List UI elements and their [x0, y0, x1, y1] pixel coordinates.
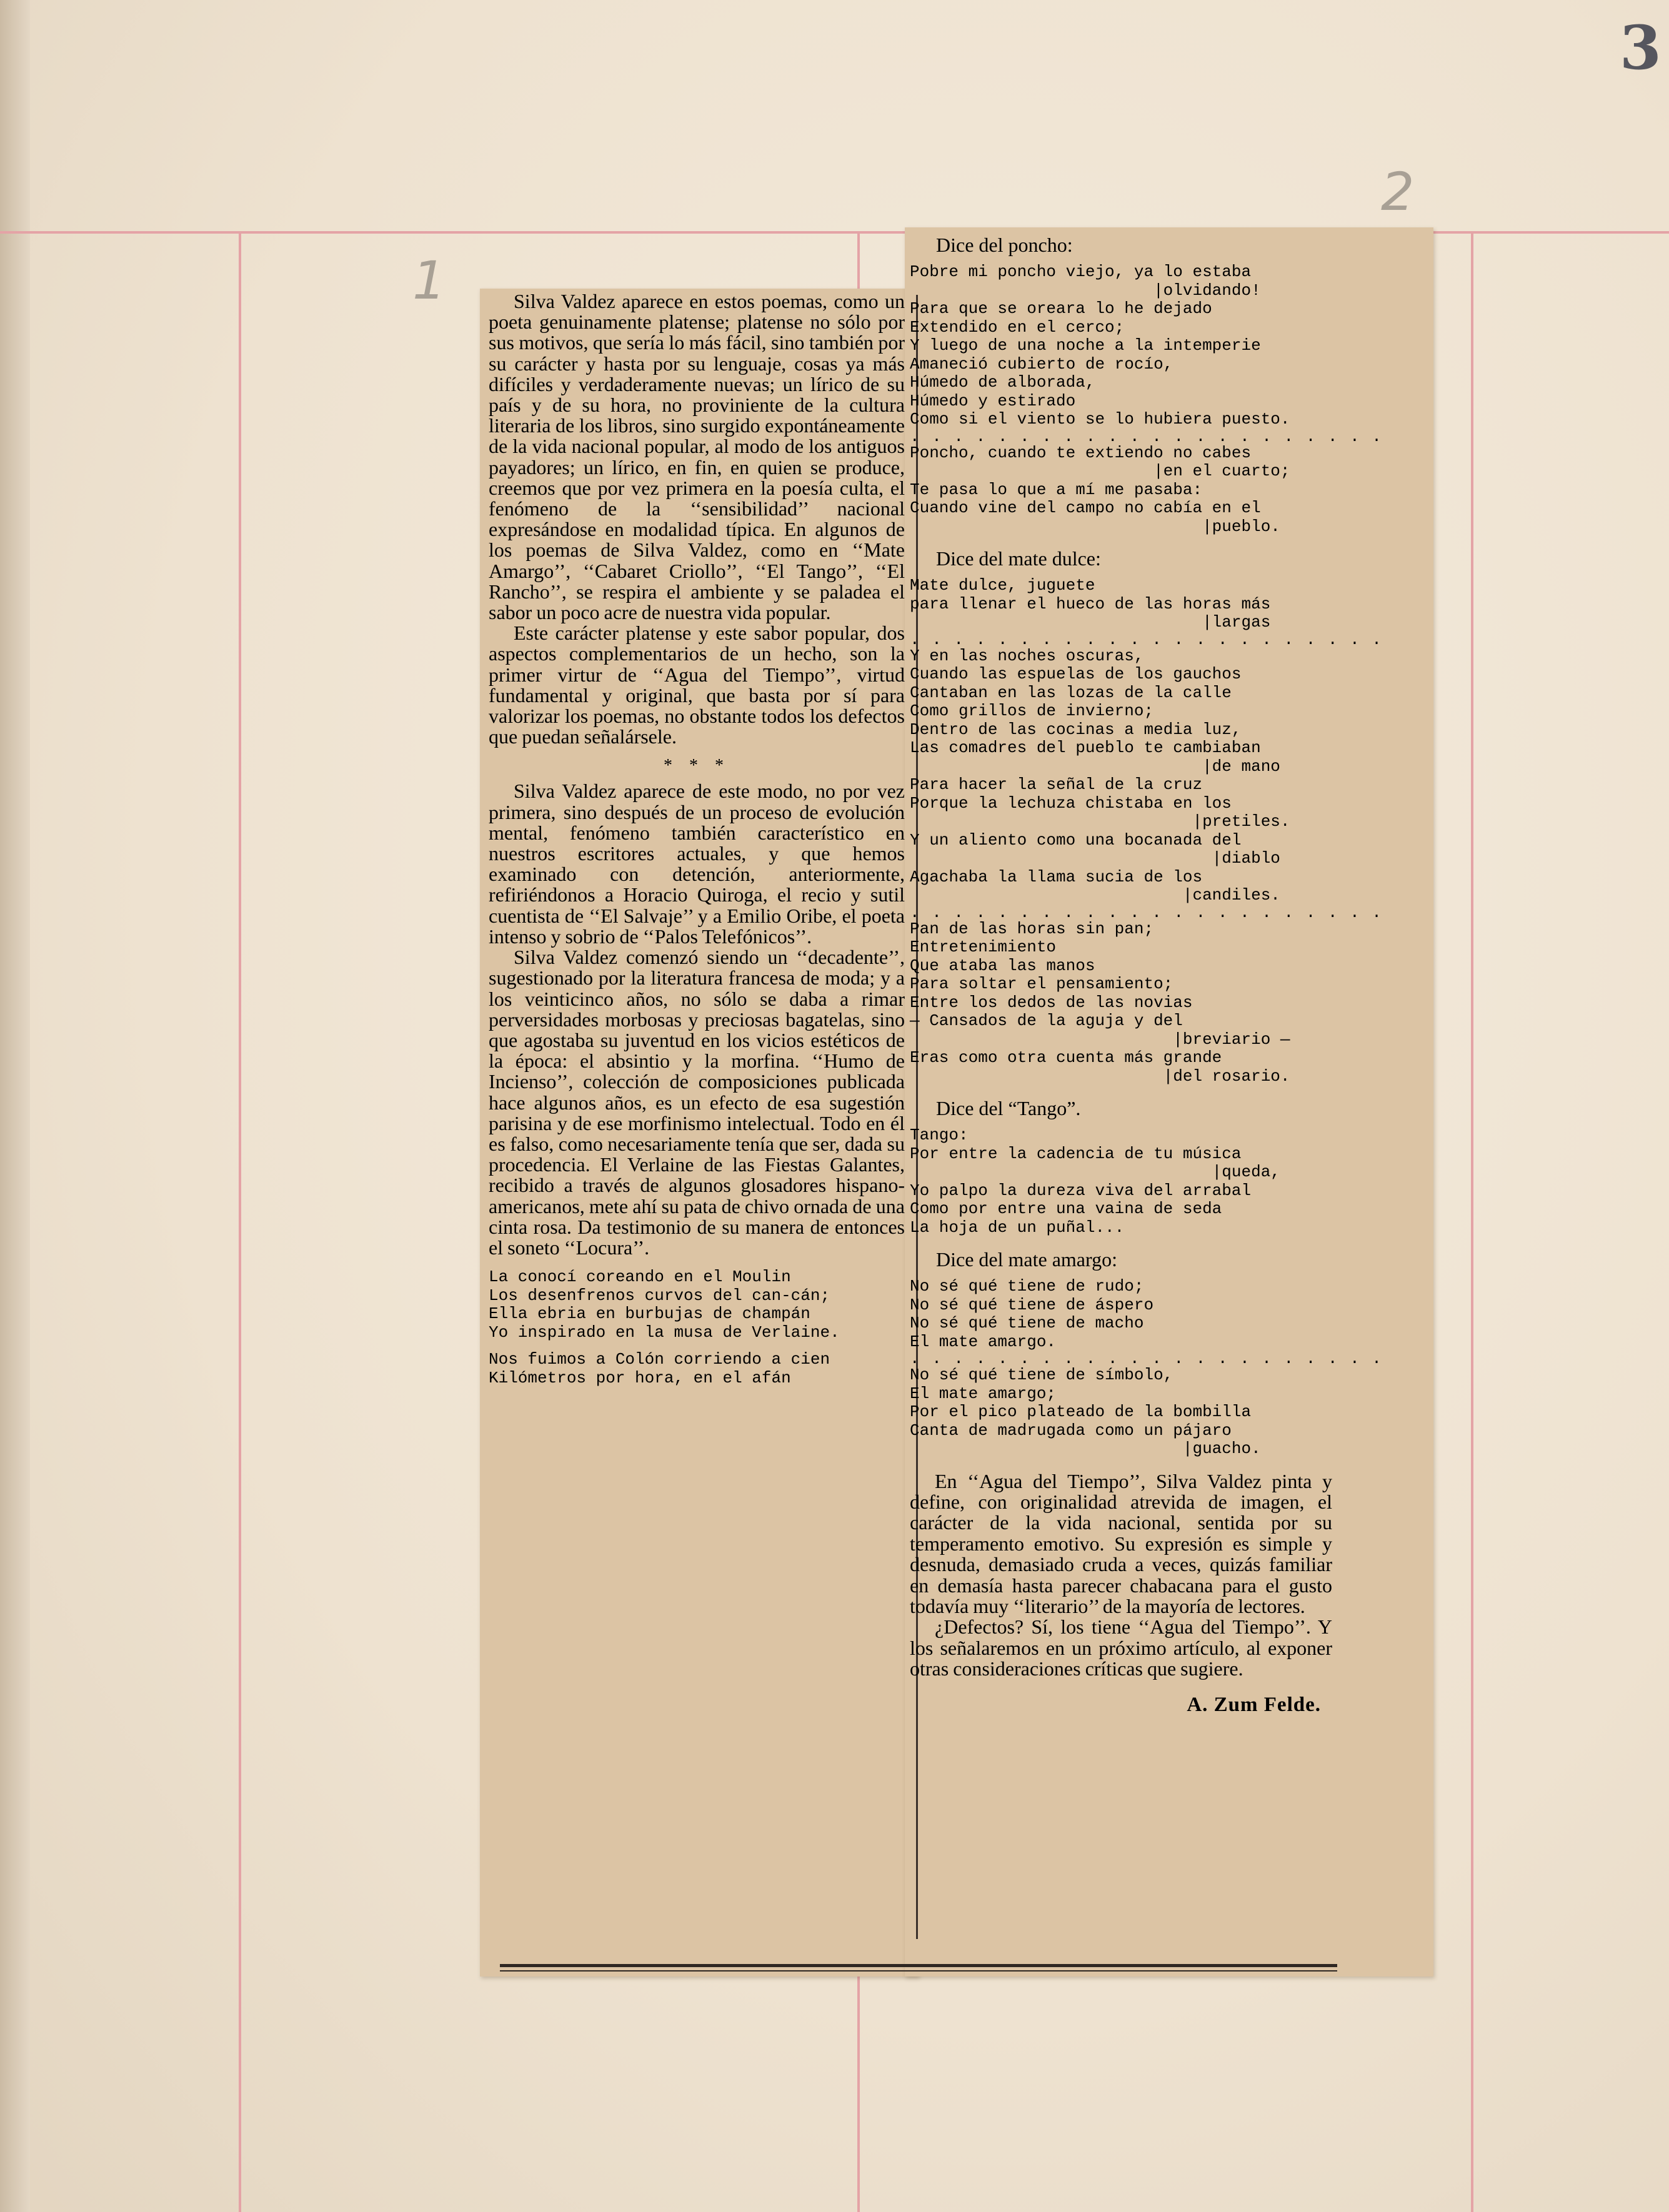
verse-mate-dulce-1: Mate dulce, juguete para llenar el hueco de las horas más |largas: [910, 576, 1271, 632]
heading-mate-dulce: Dice del mate dulce:: [936, 547, 1101, 570]
verse-poncho-2: Poncho, cuando te extiendo no cabes |en el cuarto; Te pasa lo que a mí me pasaba: Cuando vine del campo no cabía en el |pueblo.: [910, 443, 1290, 536]
clipping-bottom-rule-thin: [500, 1970, 1337, 1971]
author-signature: A. Zum Felde.: [1187, 1693, 1321, 1716]
verse-mate-amargo-2: No sé qué tiene de símbolo, El mate amargo; Por el pico plateado de la bombilla Canta de madrugada como un pájaro |guacho.: [910, 1366, 1261, 1458]
heading-poncho: Dice del poncho:: [936, 234, 1073, 256]
verse-mate-dulce-3: Pan de las horas sin pan; Entretenimiento Que ataba las manos Para soltar el pensamiento; Entre los dedos de las novias — Cansados de la aguja y del |breviario — Eras como otra cuenta más grande |del rosario.: [910, 919, 1290, 1086]
heading-mate-amargo: Dice del mate amargo:: [936, 1248, 1117, 1271]
dot-leader: . . . . . . . . . . . . . . . . . . . . . .: [910, 903, 1383, 922]
verse-mate-amargo-1: No sé qué tiene de rudo; No sé qué tiene de áspero No sé qué tiene de macho El mate amargo.: [910, 1277, 1154, 1351]
article-right-column: [910, 231, 1383, 1717]
verse-locura-stanza-2: Nos fuimos a Colón corriendo a cien Kilómetros por hora, en el afán: [489, 1350, 830, 1387]
dot-leader: . . . . . . . . . . . . . . . . . . . . . .: [910, 427, 1383, 446]
heading-tango: Dice del “Tango”.: [936, 1097, 1081, 1119]
paragraph: Silva Valdez aparece en estos poemas, como un poeta genuinamente platense; platense no sólo por sus motivos, que sería lo más fácil, sino también por su carácter y hasta por su lenguaje, cosas ya más difíciles y verdaderamente nuevas; un lírico de su país y de su hora, no proviniente de la cultura literaria de los libros, sino surgido expontáneamente de la vida nacional popular, al modo de los antiguos payadores; un lírico, en fin, en quien se produce, creemos que por vez primera en la poesía culta, el fenómeno de la ‘‘sensibilidad’’ nacional expresándose en modalidad típica. En algunos de los poemas de Silva Valdez, como en ‘‘Mate Amargo’’, ‘‘Cabaret Criollo’’, ‘‘El Tango’’, ‘‘El Rancho’’, se respira el ambiente y se paladea el sabor un poco acre de nuestra vida popular.: [489, 290, 905, 624]
paragraph: Este carácter platense y este sabor popular, dos aspectos complementarios de un hecho, son la primer virtur de ‘‘Agua del Tiempo’’, virtud fundamental y original, que basta por sí para valorizar los poemas, no obstante todos los defectos que puedan señalársele.: [489, 622, 905, 748]
paragraph: ¿Defectos? Sí, los tiene ‘‘Agua del Tiempo’’. Y los señalaremos en un próximo artículo, al exponer otras consideraciones críticas que sugiere.: [910, 1615, 1332, 1680]
section-separator: * * *: [664, 756, 730, 776]
dot-leader: . . . . . . . . . . . . . . . . . . . . . .: [910, 1349, 1383, 1368]
verse-poncho-1: Pobre mi poncho viejo, ya lo estaba |olvidando! Para que se oreara lo he dejado Extendido en el cerco; Y luego de una noche a la intemperie Amaneció cubierto de rocío, Húmedo de alborada, Húmedo y estirado Como si el viento se lo hubiera puesto.: [910, 262, 1290, 429]
paragraph: Silva Valdez comenzó siendo un ‘‘decadente’’, sugestionado por la literatura francesa de moda; y a los veinticinco años, no sólo se daba a rimar perversidades morbosas y preciosas bagatelas, sino que agostaba su juventud en los vicios estéticos de la época: el absintio y la morfina. ‘‘Humo de Incienso’’, colección de composiciones publicada hace algunos años, es un efecto de esa sugestión parisina y de ese morfinismo intelectual. Todo en él es falso, como necesariamente tenía que ser, dada su procedencia. El Verlaine de las Fiestas Galantes, recibido a través de algunos glosadores hispano-americanos, mete ahí su pata de chivo ornada de una cinta rosa. Da testimonio de su manera de entonces el soneto ‘‘Locura’’.: [489, 946, 905, 1259]
paragraph: Silva Valdez aparece de este modo, no por vez primera, sino después de un proceso de evolución mental, fenómeno también característico en nuestros escritores actuales, y que hemos examinado con detención, anteriormente, refiriéndonos a Horacio Quiroga, el recio y sutil cuentista de ‘‘El Salvaje’’ y a Emilio Oribe, el poeta intenso y sobrio de ‘‘Palos Telefónicos’’.: [489, 780, 905, 948]
ledger-rule-vertical: [239, 231, 241, 2212]
dot-leader: . . . . . . . . . . . . . . . . . . . . . .: [910, 630, 1383, 649]
article-left-column: [489, 291, 905, 1387]
pencil-mark-1: 1: [412, 250, 446, 311]
pencil-mark-2: 2: [1381, 161, 1415, 222]
ledger-rule-vertical: [1471, 231, 1473, 2212]
verse-locura-stanza-1: La conocí coreando en el Moulin Los desenfrenos curvos del can-cán; Ella ebria en burbujas de champán Yo inspirado en la musa de Verlaine.: [489, 1267, 840, 1342]
page-binding-edge: [0, 0, 30, 2212]
paragraph: En ‘‘Agua del Tiempo’’, Silva Valdez pinta y define, con originalidad atrevida de imagen, el carácter de la vida nacional, sentida por su temperamento emotivo. Su expresión es simple y desnuda, demasiado cruda a veces, quizás familiar en demasía hasta parecer chabacana para el gusto todavía muy ‘‘literario’’ de la mayoría de lectores.: [910, 1469, 1332, 1617]
verse-tango: Tango: Por entre la cadencia de tu música |queda, Yo palpo la dureza viva del arrabal Como por entre una vaina de seda La hoja de un puñal...: [910, 1126, 1280, 1237]
verse-mate-dulce-2: Y en las noches oscuras, Cuando las espuelas de los gauchos Cantaban en las lozas de la calle Como grillos de invierno; Dentro de las cocinas a media luz, Las comadres del pueblo te cambiaban |de mano Para hacer la señal de la cruz Porque la lechuza chistaba en los |pretiles. Y un aliento como una bocanada del |diablo Agachaba la llama sucia de los |candiles.: [910, 646, 1290, 905]
page-number: 3: [1620, 12, 1662, 83]
clipping-bottom-rule: [500, 1964, 1337, 1967]
